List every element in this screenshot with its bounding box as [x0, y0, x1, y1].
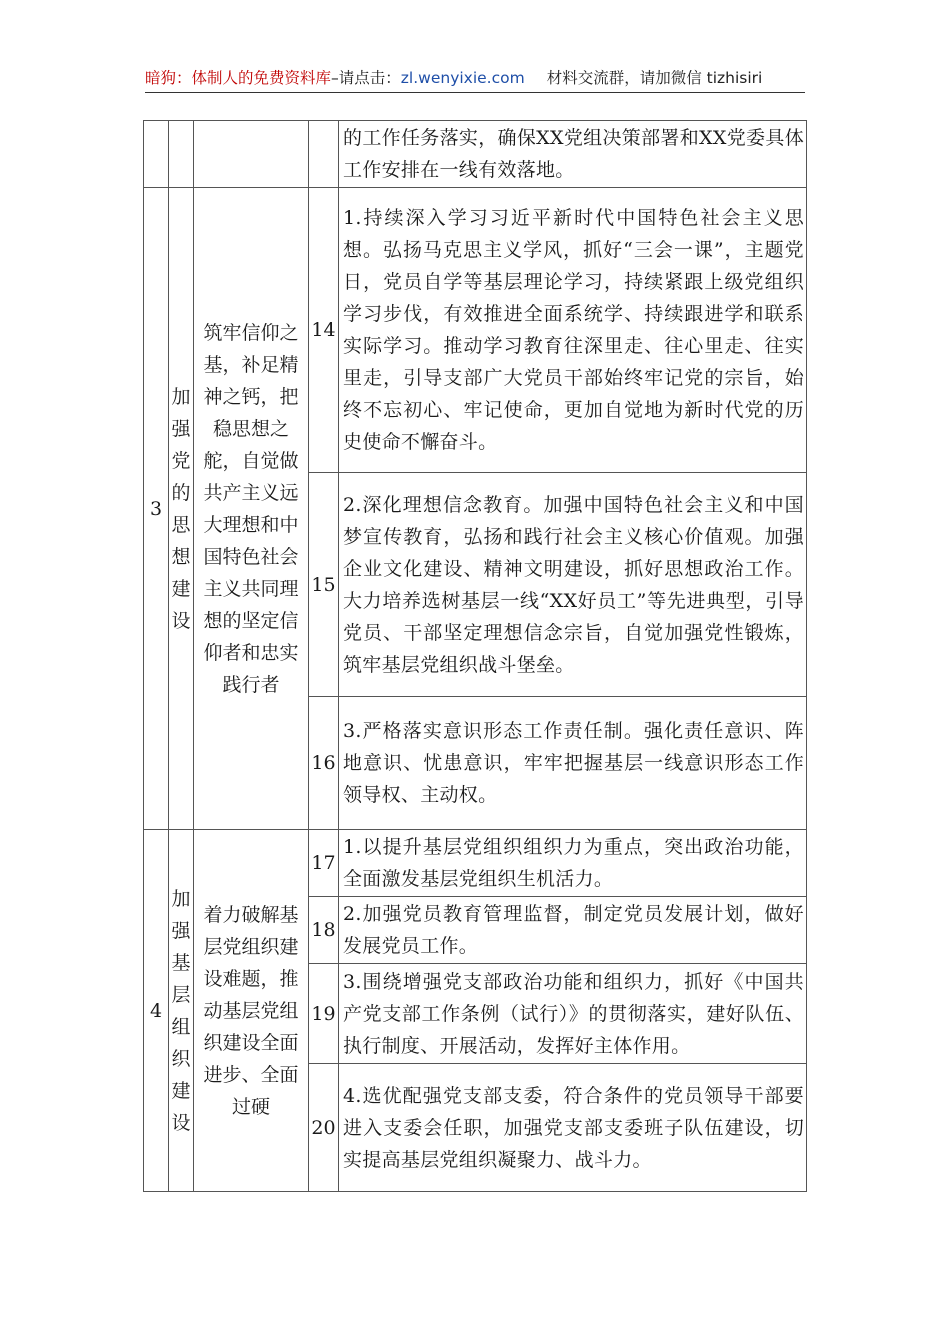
task-text: 1.以提升基层党组织组织力为重点，突出政治功能，全面激发基层党组织生机活力。 — [339, 830, 807, 897]
empty-cell — [194, 121, 309, 188]
task-index: 16 — [309, 697, 339, 830]
task-index: 20 — [309, 1064, 339, 1192]
task-text: 4.选优配强党支部支委，符合条件的党员领导干部要进入支委会任职，加强党支部支委班子队伍建设，切实提高基层党组织凝聚力、战斗力。 — [339, 1064, 807, 1192]
section-category — [169, 830, 194, 1192]
section-goal: 着力破解基层党组织建设难题，推动基层党组织建设全面进步、全面过硬 — [194, 830, 309, 1192]
task-index: 15 — [309, 473, 339, 697]
task-text: 1.持续深入学习习近平新时代中国特色社会主义思想。弘扬马克思主义学风，抓好“三会一课”，主题党日，党员自学等基层理论学习，持续紧跟上级党组织学习步伐，有效推进全面系统学、持续跟进学和联系实际学习。推动学习教育往深里走、往心里走、往实里走，引导支部广大党员干部始终牢记党的宗旨，始终不忘初心、牢记使命，更加自觉地为新时代党的历史使命不懈奋斗。 — [339, 188, 807, 473]
task-text: 3.围绕增强党支部政治功能和组织力，抓好《中国共产党支部工作条例（试行）》的贯彻落实，建好队伍、执行制度、开展活动，发挥好主体作用。 — [339, 964, 807, 1064]
header-click-prefix: –请点击： — [331, 69, 401, 87]
task-text: 2.加强党员教育管理监督，制定党员发展计划，做好发展党员工作。 — [339, 897, 807, 964]
header-url-link[interactable]: zl.wenyixie.com — [400, 69, 525, 87]
empty-cell — [144, 121, 169, 188]
section-category-text: 加强基层组织建设 — [171, 887, 191, 1134]
section-number: 4 — [144, 830, 169, 1192]
section-number: 3 — [144, 188, 169, 830]
task-index: 17 — [309, 830, 339, 897]
section-category-text: 加强党的思想建设 — [171, 385, 191, 632]
task-index: 19 — [309, 964, 339, 1064]
header-brand: 暗狗：体制人的免费资料库 — [145, 69, 332, 87]
section-goal: 筑牢信仰之基，补足精神之钙，把稳思想之舵，自觉做共产主义远大理想和中国特色社会主义共同理想的坚定信仰者和忠实践行者 — [194, 188, 309, 830]
section-category — [169, 188, 194, 830]
table-row — [144, 121, 807, 188]
header-wechat-note: 材料交流群，请加微信 tizhisiri — [546, 69, 763, 87]
table-row — [144, 188, 807, 473]
work-plan-table — [143, 120, 807, 1192]
task-text: 3.严格落实意识形态工作责任制。强化责任意识、阵地意识、忧患意识，牢牢把握基层一线意识形态工作领导权、主动权。 — [339, 697, 807, 830]
page-header — [145, 66, 805, 93]
empty-cell — [309, 121, 339, 188]
task-index: 14 — [309, 188, 339, 473]
task-text: 2.深化理想信念教育。加强中国特色社会主义和中国梦宣传教育，弘扬和践行社会主义核心价值观。加强企业文化建设、精神文明建设，抓好思想政治工作。大力培养选树基层一线“XX好员工”等先进典型，引导党员、干部坚定理想信念宗旨，自觉加强党性锻炼，筑牢基层党组织战斗堡垒。 — [339, 473, 807, 697]
task-index: 18 — [309, 897, 339, 964]
table-row — [144, 830, 807, 897]
empty-cell — [169, 121, 194, 188]
task-text-continuation: 的工作任务落实，确保XX党组决策部署和XX党委具体工作安排在一线有效落地。 — [339, 121, 807, 188]
